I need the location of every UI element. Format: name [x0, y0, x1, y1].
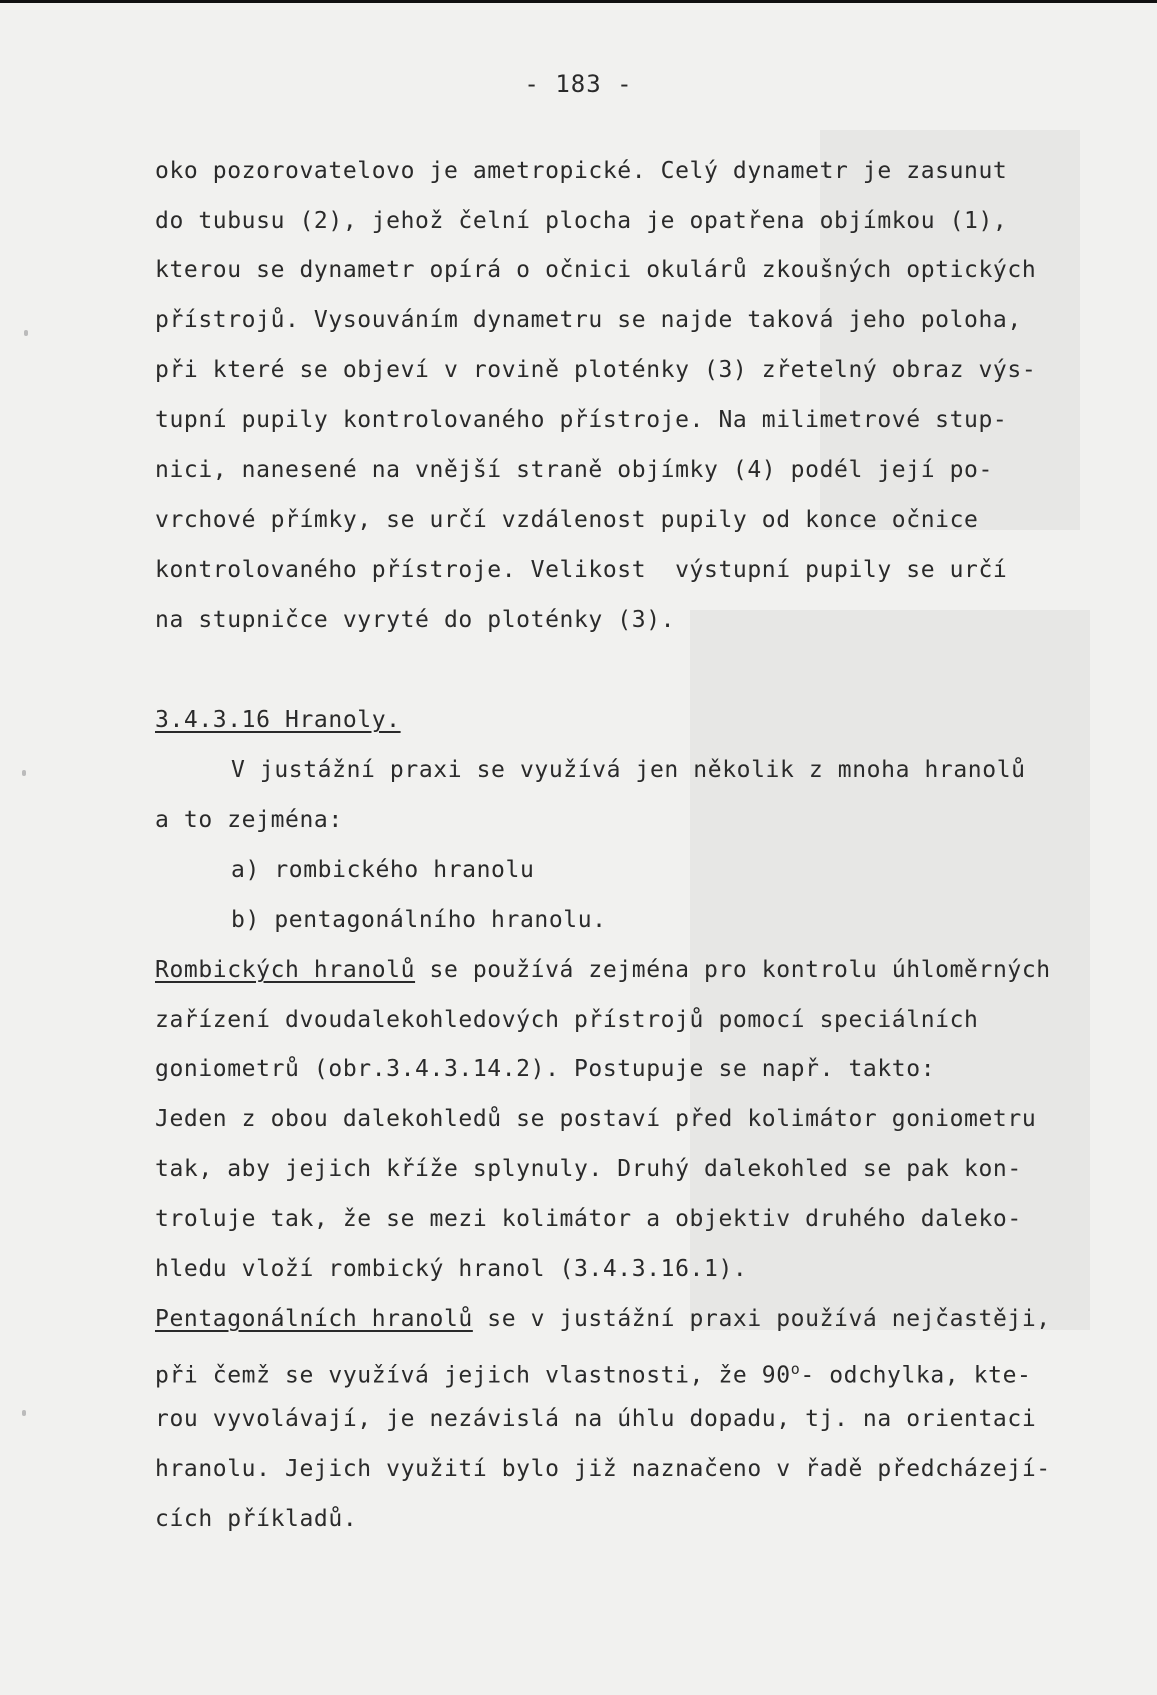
text-line: oko pozorovatelovo je ametropické. Celý dynametr je zasunut — [155, 158, 1008, 184]
text-line: kontrolovaného přístroje. Velikost výstupní pupily se určí — [155, 557, 1008, 583]
text-line: rou vyvolávají, je nezávislá na úhlu dopadu, tj. na orientaci — [155, 1406, 1037, 1432]
text-line: zařízení dvoudalekohledových přístrojů pomocí speciálních — [155, 1007, 979, 1033]
text-line: tupní pupily kontrolovaného přístroje. Na milimetrové stup- — [155, 407, 1008, 433]
underlined-term: Rombických hranolů — [155, 957, 416, 983]
text-line: při které se objeví v rovině ploténky (3) zřetelný obraz výs- — [155, 357, 1037, 383]
text-line: V justážní praxi se využívá jen několik z mnoha hranolů — [231, 757, 1026, 783]
text-line: nici, nanesené na vnější straně objímky (4) podél její po- — [155, 457, 993, 483]
text-line: kterou se dynametr opírá o očnici okulárů zkoušných optických — [155, 257, 1037, 283]
text-line: vrchové přímky, se určí vzdálenost pupily od konce očnice — [155, 507, 979, 533]
text-line: a to zejména: — [155, 807, 343, 833]
scan-top-edge — [0, 0, 1157, 3]
text-line: hledu vloží rombický hranol (3.4.3.16.1). — [155, 1256, 748, 1282]
scan-speck — [22, 1410, 26, 1416]
text-span: se v justážní praxi používá nejčastěji, — [472, 1306, 1051, 1332]
text-line — [155, 955, 1051, 985]
text-line: cích příkladů. — [155, 1506, 358, 1532]
text-span: - odchylka, kte- — [800, 1362, 1032, 1389]
text-span: při čemž se využívá jejich vlastnosti, že 90 — [155, 1362, 791, 1389]
text-line — [155, 1354, 1031, 1391]
text-line: na stupničce vyryté do ploténky (3). — [155, 607, 676, 633]
text-line: hranolu. Jejich využití bylo již naznačeno v řadě předcházejí- — [155, 1456, 1051, 1482]
list-item: b) pentagonálního hranolu. — [231, 907, 607, 933]
text-line: do tubusu (2), jehož čelní plocha je opatřena objímkou (1), — [155, 208, 1008, 234]
text-line — [155, 1304, 1051, 1334]
text-line: troluje tak, že se mezi kolimátor a objektiv druhého daleko- — [155, 1206, 1022, 1232]
text-line: tak, aby jejich kříže splynuly. Druhý dalekohled se pak kon- — [155, 1156, 1022, 1182]
text-line: Jeden z obou dalekohledů se postaví před kolimátor goniometru — [155, 1106, 1037, 1132]
text-line: goniometrů (obr.3.4.3.14.2). Postupuje se např. takto: — [155, 1056, 936, 1082]
text-line: přístrojů. Vysouváním dynametru se najde taková jeho poloha, — [155, 307, 1022, 333]
list-item: a) rombického hranolu — [231, 857, 535, 883]
underlined-term: Pentagonálních hranolů — [155, 1306, 473, 1332]
scan-speck — [22, 770, 26, 776]
degree-superscript: o — [790, 1360, 801, 1378]
text-span: se používá zejména pro kontrolu úhloměrných — [415, 957, 1051, 983]
page-number: - 183 - — [524, 70, 633, 98]
scan-speck — [24, 330, 28, 336]
section-heading: 3.4.3.16 Hranoly. — [155, 707, 401, 733]
